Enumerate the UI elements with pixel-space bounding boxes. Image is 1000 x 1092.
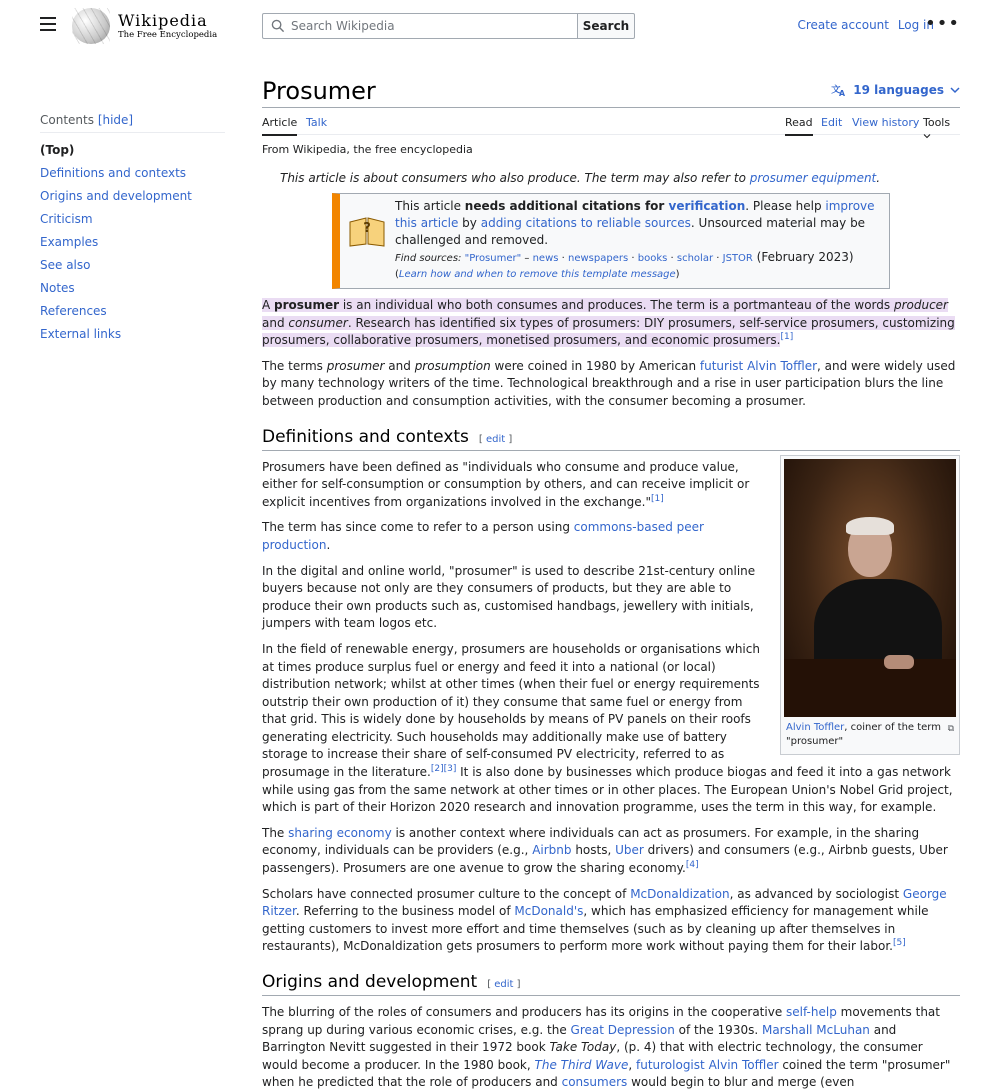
term-bold: prosumer — [274, 298, 340, 312]
text: In the field of renewable energy, prosumers are households or organisations which at times produce surplus fuel or energy and feed it into a national (or local) distribution network; whilst at other times (when their fuel or energy requirements outstrip their own production of it) they consume that same fuel or energy from that grid. This is widely done by households by means of PV panels on their roofs generating electricity. Such households may additionally make use of battery storage to increase their share of self-consumed PV electricity, referred to as prosumage in the literature. — [262, 641, 760, 780]
title-row — [262, 76, 960, 108]
tab-talk[interactable]: Talk — [306, 116, 328, 129]
chevron-down-icon — [950, 86, 960, 94]
toc-hide-button[interactable]: [hide] — [97, 113, 134, 127]
scholar-link[interactable]: scholar — [676, 253, 714, 264]
separator: – — [521, 253, 533, 264]
separator: · — [628, 253, 638, 264]
books-link[interactable]: books — [637, 253, 668, 264]
news-link[interactable]: news — [532, 253, 559, 264]
learn-more-link[interactable]: Learn how and when to remove this template message — [398, 269, 676, 280]
create-account-link[interactable]: Create account — [797, 18, 889, 32]
term-italic: consumer — [288, 315, 348, 330]
notice-text: . Unsourced material may be challenged and removed. — [395, 216, 866, 247]
log-in-link[interactable]: Log in — [897, 18, 934, 32]
toc-item-examples[interactable]: Examples — [40, 235, 99, 249]
search-box — [262, 13, 578, 39]
third-wave-link[interactable]: The Third Wave — [534, 1057, 629, 1072]
site-sub: From Wikipedia, the free encyclopedia — [262, 143, 473, 156]
tools-label: Tools — [923, 116, 951, 129]
newspapers-link[interactable]: newspapers — [568, 253, 629, 264]
text: , as advanced by sociologist — [729, 886, 903, 901]
george-ritzer-link[interactable]: George Ritzer — [262, 886, 947, 919]
term-italic: prosumption — [414, 358, 491, 373]
enlarge-icon[interactable]: ⧉ — [947, 723, 954, 734]
book-title: Take Today — [549, 1040, 617, 1055]
notice-text: by — [458, 216, 481, 230]
term-italic: producer — [893, 298, 948, 312]
text: , (p. 4) that with electric technology, the consumer would become a producer. In the 1980 book, — [262, 1040, 923, 1072]
svg-text:A: A — [839, 89, 846, 99]
hatnote-end: . — [876, 171, 881, 185]
text: is another context where individuals can act as prosumers. For example, in the sharing economy, individuals can be providers (e.g., — [262, 825, 920, 858]
great-depression-link[interactable]: Great Depression — [570, 1022, 675, 1037]
main-content — [262, 76, 960, 1092]
chevron-down-icon — [923, 133, 931, 139]
consumers-link[interactable]: consumers — [561, 1075, 628, 1090]
citation-ref[interactable]: [1] — [780, 332, 794, 343]
logo-tagline: The Free Encyclopedia — [118, 29, 218, 40]
text: , which has emphasized efficiency for management while getting customers to invest more effort and time themselves (such as by cleaning up after themselves in restaurants), McDonaldization gets prosumers to perform more work without paying them for their labor. — [262, 904, 929, 954]
toc-header — [40, 113, 225, 133]
separator: · — [713, 253, 723, 264]
svg-text:?: ? — [363, 221, 371, 236]
notice-date: (February 2023) — [752, 250, 854, 264]
intro-paragraph-1 — [262, 297, 960, 350]
citation-notice: ? This article needs additional citations for verification. Please help improve this article by adding citations to reliable sources. Unsourced material may be challenged and removed. Find sources: "Prosumer" – news · newspapers · books · scholar · JSTOR (February 2023) (Learn how and when to remove this template message) — [332, 193, 890, 289]
tab-read[interactable]: Read — [785, 116, 813, 136]
more-options-icon[interactable]: ••• — [925, 13, 960, 34]
citation-ref[interactable]: [2] — [430, 764, 444, 775]
self-help-link[interactable]: self-help — [786, 1005, 837, 1019]
toffler-image-box — [780, 455, 960, 755]
citation-ref[interactable]: [1] — [651, 493, 664, 504]
hatnote — [280, 171, 960, 185]
notice-text: . Please help — [745, 199, 826, 213]
caption-text: , coiner of the term "prosumer" — [786, 721, 941, 747]
caption-link[interactable]: Alvin Toffler — [786, 721, 845, 733]
svg-text:文: 文 — [831, 84, 841, 96]
sharing-economy-link[interactable]: sharing economy — [288, 825, 392, 840]
text: A — [262, 298, 275, 312]
text: hosts, — [571, 843, 616, 858]
text: would begin to blur and merge (even — [627, 1075, 855, 1090]
intro-paragraph-2 — [262, 358, 960, 411]
alvin-toffler-link[interactable]: Alvin Toffler — [747, 358, 818, 373]
text: coined the term "prosumer" when he predicted that the role of producers and — [262, 1057, 951, 1090]
table-of-contents — [40, 113, 225, 346]
tab-view-history[interactable]: View history — [852, 116, 920, 129]
toc-item-definitions[interactable]: Definitions and contexts — [40, 166, 187, 180]
airbnb-link[interactable]: Airbnb — [532, 843, 572, 858]
hatnote-link[interactable]: prosumer equipment — [749, 171, 877, 185]
translate-icon — [831, 83, 847, 97]
text: and — [262, 315, 289, 330]
definitions-paragraph-3: In the digital and online world, "prosumer" is used to describe 21st-century online buyers because not only are they consumers of products, but they are able to produce their own products such as, customised handbags, jewellery with initials, jumpers with team logos etc. — [262, 563, 756, 631]
definitions-paragraph-5 — [262, 825, 960, 878]
text: were coined in 1980 by American — [490, 358, 700, 373]
futurologist-link[interactable]: futurologist — [635, 1057, 705, 1072]
citation-ref[interactable]: [3] — [443, 764, 457, 775]
marshall-mcluhan-link[interactable]: Marshall McLuhan — [761, 1022, 870, 1037]
user-links — [792, 18, 934, 32]
verification-link[interactable]: verification — [668, 199, 746, 213]
page-tabs — [262, 108, 960, 135]
adding-citations-link[interactable]: adding citations to reliable sources — [480, 216, 691, 230]
text: . Referring to the business model of — [295, 904, 515, 919]
separator: · — [667, 253, 677, 264]
language-button[interactable] — [831, 83, 960, 97]
uber-link[interactable]: Uber — [615, 843, 644, 858]
alvin-toffler-link[interactable]: Alvin Toffler — [708, 1057, 779, 1072]
term-italic: prosumer — [326, 358, 385, 373]
text: It is also done by businesses which produce biogas and feed it into a gas network while using gas from the same network at other times or in other places. The European Union's Nobel Grid project, which is part of their Horizon 2020 research and innovation programme, uses the term in this way, for example. — [262, 765, 953, 815]
search-icon — [271, 19, 285, 33]
text: The terms — [262, 358, 327, 373]
improve-article-link[interactable]: improve this article — [395, 199, 875, 230]
edit-section-link[interactable]: edit — [486, 433, 506, 445]
globe-icon — [72, 8, 110, 44]
text: , — [628, 1057, 636, 1072]
tools-menu[interactable] — [923, 116, 960, 147]
toc-item-references[interactable]: References — [40, 304, 107, 318]
toc-item-external-links[interactable]: External links — [40, 327, 122, 341]
citation-ref[interactable]: [4] — [685, 860, 699, 871]
text: Prosumers have been defined as "individuals who consume and produce value, either for self-consumption or consumption by others, and can receive implicit or explicit incentives from organizations involved in the exchange." — [262, 459, 750, 509]
text: movements that sprang up during various economic crises, e.g. the — [262, 1005, 940, 1037]
section-heading-origins: Origins and development [ edit ] — [262, 972, 960, 996]
heading-text: Origins and development — [262, 972, 478, 992]
toc-title: Contents — [40, 113, 94, 127]
language-count: 19 languages — [853, 83, 944, 97]
tab-article[interactable]: Article — [262, 116, 297, 136]
definitions-paragraph-6 — [262, 886, 960, 956]
wikipedia-logo[interactable] — [72, 8, 217, 44]
text: The term has since come to refer to a person using — [262, 520, 574, 535]
text: drivers) and consumers (e.g., Airbnb guests, Uber passengers). Prosumers are one avenue to grow the sharing economy. — [262, 843, 948, 876]
jstor-link[interactable]: JSTOR — [722, 253, 753, 264]
futurist-link[interactable]: futurist — [699, 358, 744, 373]
page-title: Prosumer — [262, 77, 376, 105]
toc-item-criticism[interactable]: Criticism — [40, 212, 93, 226]
text: , and were widely used by many technology writers of the time. Technological breakthrough and a rise in user participation blurs the line between production and consumption activities, with the consumer becoming a prosumer. — [262, 358, 956, 408]
mcdonalds-link[interactable]: McDonald's — [514, 904, 584, 919]
citation-ref[interactable]: [5] — [892, 938, 906, 949]
edit-section-link[interactable]: edit — [494, 979, 514, 990]
search-input[interactable] — [291, 19, 561, 33]
tab-edit[interactable]: Edit — [821, 116, 843, 129]
logo-wordmark: Wikipedia — [118, 10, 208, 30]
text: and — [384, 358, 415, 373]
find-sources-label: Find sources: — [395, 253, 465, 264]
toc-item-notes[interactable]: Notes — [40, 281, 75, 295]
text: . — [326, 537, 331, 552]
toc-item-top[interactable]: (Top) — [40, 143, 75, 157]
book-question-icon — [348, 214, 386, 248]
separator: · — [558, 253, 569, 264]
site-header — [0, 0, 1000, 52]
search-button[interactable]: Search — [577, 13, 635, 39]
notice-text: This article — [395, 199, 465, 213]
mcdonaldization-link[interactable]: McDonaldization — [630, 886, 730, 901]
text: The — [262, 825, 289, 840]
text: of the 1930s. — [674, 1022, 762, 1037]
text: . Research has identified six types of prosumers: DIY prosumers, self-service prosumers, customizing prosumers, collaborative prosumers, monetised prosumers, and economic prosumers. — [262, 315, 955, 348]
image-caption — [784, 717, 956, 751]
main-menu-icon[interactable] — [40, 17, 56, 31]
text: Scholars have connected prosumer culture to the concept of — [262, 886, 631, 901]
heading-text: Definitions and contexts — [262, 426, 469, 447]
text: The blurring of the roles of consumers and producers has its origins in the cooperative — [262, 1005, 787, 1019]
toffler-photo[interactable] — [784, 459, 956, 717]
origins-paragraph-1 — [262, 1004, 960, 1092]
section-heading-definitions: Definitions and contexts [ edit ] — [262, 427, 960, 451]
notice-bold: needs additional citations for — [464, 199, 669, 213]
source-query-link[interactable]: "Prosumer" — [464, 253, 522, 264]
peer-production-link[interactable]: commons-based peer production — [262, 520, 704, 552]
toc-item-origins[interactable]: Origins and development — [40, 189, 192, 203]
hatnote-text: This article is about consumers who also produce. The term may also refer to — [280, 171, 750, 185]
text: and Barrington Nevitt suggested in their 1972 book — [262, 1022, 897, 1055]
text: is an individual who both consumes and produces. The term is a portmanteau of the words — [339, 298, 894, 312]
toc-item-see-also[interactable]: See also — [40, 258, 91, 272]
